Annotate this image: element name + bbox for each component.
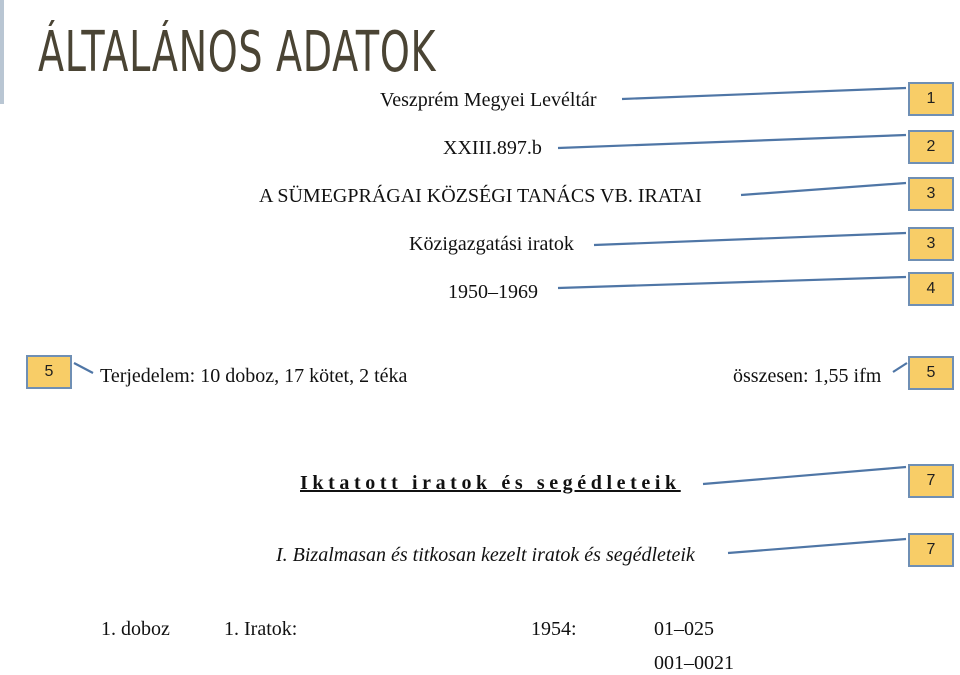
callout-badge: 7 [908,533,954,567]
reference-code: XXIII.897.b [443,137,542,159]
extent-text: Terjedelem: 10 doboz, 17 kötet, 2 téka [100,365,408,387]
connector-5-right [893,363,907,372]
row-range-2: 001–0021 [654,652,734,674]
connector-5-left [74,363,93,373]
total-extent: összesen: 1,55 ifm [733,365,882,387]
callout-badge: 3 [908,177,954,211]
row-range-1: 01–025 [654,618,714,640]
connector-3a [741,183,906,195]
callout-badge: 7 [908,464,954,498]
fonds-title: A SÜMEGPRÁGAI KÖZSÉGI TANÁCS VB. IRATAI [259,185,702,207]
connector-1 [622,88,906,99]
subsection-heading: I. Bizalmasan és titkosan kezelt iratok és segédleteik [276,544,695,566]
section-heading: Iktatott iratok és segédleteik [300,472,681,494]
callout-badge: 3 [908,227,954,261]
connector-2 [558,135,906,148]
row-item: 1. Iratok: [224,618,298,640]
archive-name: Veszprém Megyei Levéltár [380,89,597,111]
date-range: 1950–1969 [448,281,538,303]
callout-badge: 1 [908,82,954,116]
callout-badge: 2 [908,130,954,164]
row-year: 1954: [531,618,577,640]
callout-badge: 4 [908,272,954,306]
callout-badge: 5 [26,355,72,389]
callout-badge: 5 [908,356,954,390]
connector-3b [594,233,906,245]
connector-4 [558,277,906,288]
slide-title: ÁLTALÁNOS ADATOK [38,20,437,85]
accent-bar [0,0,4,104]
subfonds-title: Közigazgatási iratok [409,233,574,255]
connector-7b [728,539,906,553]
row-box: 1. doboz [101,618,170,640]
connector-7a [703,467,906,484]
